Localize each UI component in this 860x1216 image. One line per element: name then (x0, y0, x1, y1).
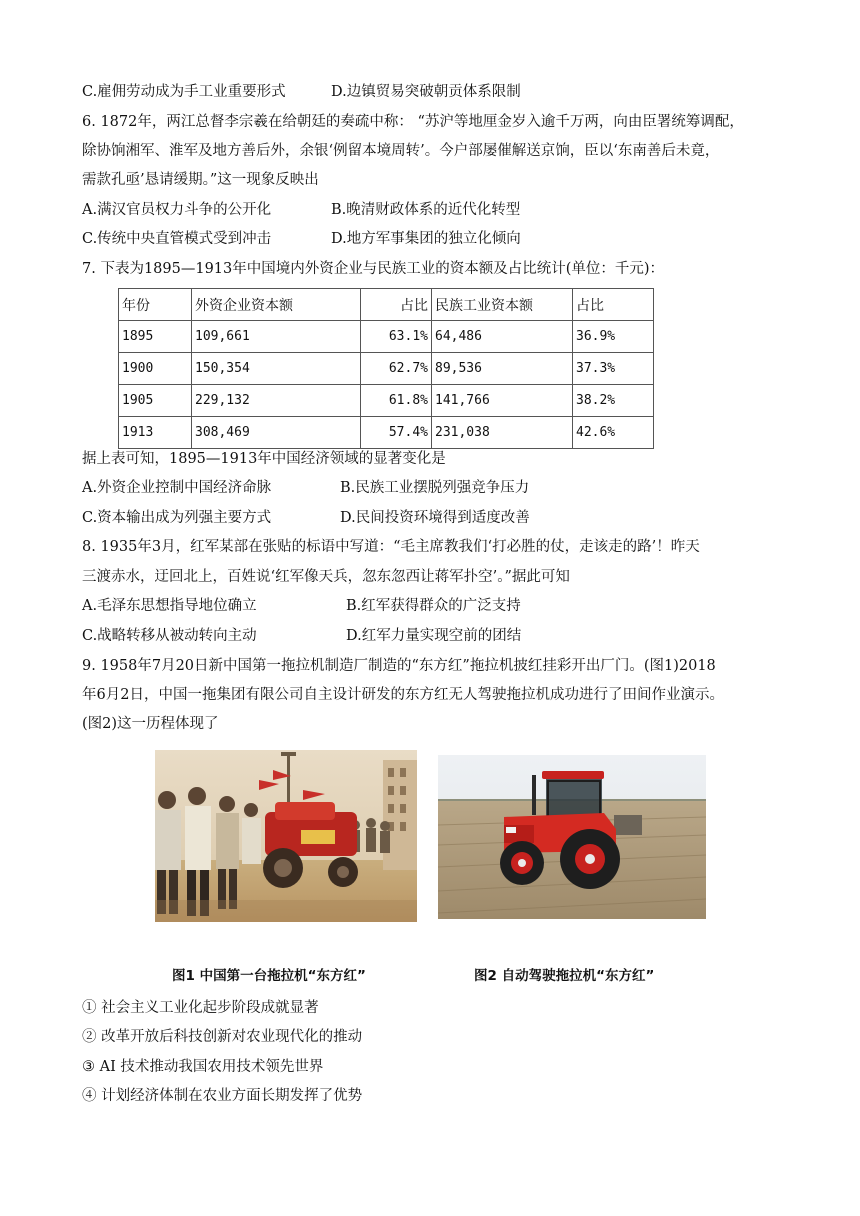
table-cell: 61.8% (361, 385, 432, 417)
q7-option-b: B.民族工业摆脱列强竞争压力 (340, 480, 530, 496)
q9-stem-line1: 9. 1958年7月20日新中国第一拖拉机制造厂制造的“东方红”拖拉机披红挂彩开出厂门。(图1)2018 (82, 658, 716, 674)
table-cell: 141,766 (432, 385, 573, 417)
parade-photo-illustration (155, 750, 417, 922)
capital-table (118, 288, 654, 449)
table-cell: 1913 (119, 417, 192, 449)
q6-option-c: C.传统中央直管模式受到冲击 (82, 231, 272, 247)
q8-option-a: A.毛泽东思想指导地位确立 (82, 598, 257, 614)
q7-stem: 7. 下表为1895—1913年中国境内外资企业与民族工业的资本额及占比统计(单位：千元)： (82, 261, 665, 277)
table-header-row (119, 289, 654, 321)
table-header-cell: 占比 (573, 289, 654, 321)
table-row (119, 417, 654, 449)
table-header-cell: 民族工业资本额 (432, 289, 573, 321)
table-cell: 63.1% (361, 321, 432, 353)
q6-stem-line1: 6. 1872年，两江总督李宗羲在给朝廷的奏疏中称： “苏沪等地厘金岁入逾千万两，向由臣署统筹调配， (82, 114, 744, 130)
q9-statement-2: ② 改革开放后科技创新对农业现代化的推动 (82, 1029, 363, 1045)
q6-option-b: B.晚清财政体系的近代化转型 (331, 202, 521, 218)
q8-option-c: C.战略转移从被动转向主动 (82, 628, 257, 644)
table-header-cell: 外资企业资本额 (192, 289, 361, 321)
q9-statement-1: ① 社会主义工业化起步阶段成就显著 (82, 1000, 319, 1016)
q7-option-a: A.外资企业控制中国经济命脉 (82, 480, 272, 496)
table-cell: 64,486 (432, 321, 573, 353)
q9-statement-3: ③ AI 技术推动我国农用技术领先世界 (82, 1059, 324, 1075)
q6-option-a: A.满汉官员权力斗争的公开化 (82, 202, 272, 218)
q5-option-d: D.边镇贸易突破朝贡体系限制 (331, 84, 521, 100)
table-header-cell: 年份 (119, 289, 192, 321)
q8-option-b: B.红军获得群众的广泛支持 (346, 598, 521, 614)
q9-stem-line3: (图2)这一历程体现了 (82, 716, 219, 732)
table-cell: 109,661 (192, 321, 361, 353)
table-row (119, 321, 654, 353)
q6-option-d: D.地方军事集团的独立化倾向 (331, 231, 521, 247)
table-cell: 308,469 (192, 417, 361, 449)
table-header-cell: 占比 (361, 289, 432, 321)
table-cell: 1905 (119, 385, 192, 417)
table-cell: 1895 (119, 321, 192, 353)
table-cell: 37.3% (573, 353, 654, 385)
q9-stem-line2: 年6月2日，中国一拖集团有限公司自主设计研发的东方红无人驾驶拖拉机成功进行了田间作业演示。 (82, 687, 724, 703)
q6-stem-line2: 除协饷湘军、淮军及地方善后外，余银‘例留本境周转’。今户部屡催解送京饷，臣以‘东南善后未竟， (82, 143, 720, 159)
q8-option-d: D.红军力量实现空前的团结 (346, 628, 522, 644)
figure-2-autonomous-tractor-photo (438, 755, 706, 919)
q9-statement-4: ④ 计划经济体制在农业方面长期发挥了优势 (82, 1088, 363, 1104)
table-cell: 42.6% (573, 417, 654, 449)
q6-stem-line3: 需款孔亟’恳请缓期。”这一现象反映出 (82, 172, 319, 188)
table-row (119, 353, 654, 385)
table-cell: 231,038 (432, 417, 573, 449)
figure-2-caption: 图2 自动驾驶拖拉机“东方红” (474, 968, 655, 984)
figure-1-caption: 图1 中国第一台拖拉机“东方红” (172, 968, 366, 984)
q5-option-c: C.雇佣劳动成为手工业重要形式 (82, 84, 286, 100)
table-cell: 38.2% (573, 385, 654, 417)
table-cell: 62.7% (361, 353, 432, 385)
figure-1-tractor-parade-photo (155, 750, 417, 922)
table-cell: 150,354 (192, 353, 361, 385)
q7-option-c: C.资本输出成为列强主要方式 (82, 510, 272, 526)
table-row (119, 385, 654, 417)
table-cell: 36.9% (573, 321, 654, 353)
q8-stem-line1: 8. 1935年3月，红军某部在张贴的标语中写道：“毛主席教我们‘打必胜的仗，走该走的路’！昨天 (82, 539, 700, 555)
table-cell: 229,132 (192, 385, 361, 417)
table-cell: 57.4% (361, 417, 432, 449)
q7-after-table: 据上表可知，1895—1913年中国经济领域的显著变化是 (82, 451, 446, 467)
q7-option-d: D.民间投资环境得到适度改善 (340, 510, 530, 526)
q8-stem-line2: 三渡赤水，迂回北上，百姓说‘红军像天兵，忽东忽西让蒋军扑空’。”据此可知 (82, 569, 570, 585)
autonomous-tractor-illustration (438, 755, 706, 919)
table-cell: 89,536 (432, 353, 573, 385)
table-cell: 1900 (119, 353, 192, 385)
